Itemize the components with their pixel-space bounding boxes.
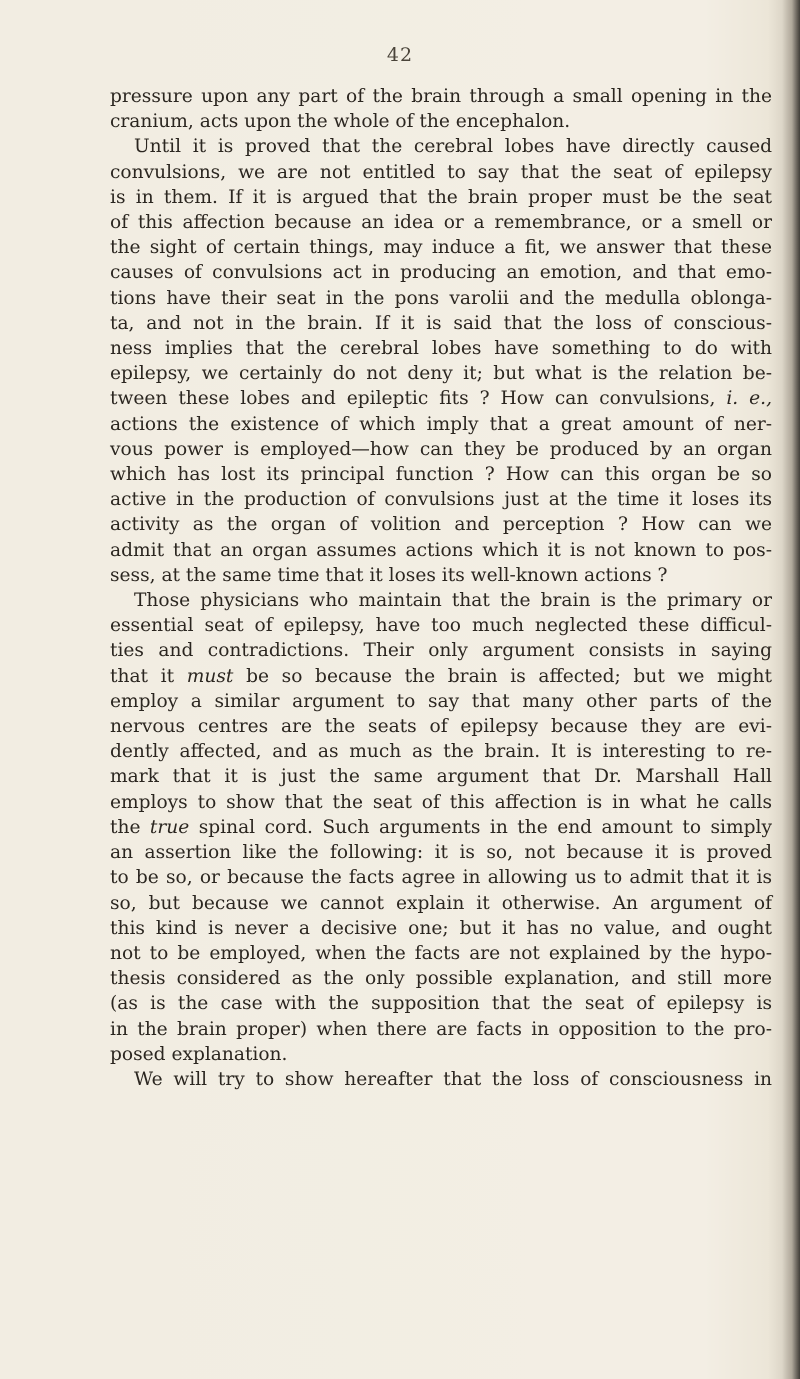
text-line (110, 865, 772, 890)
text-line-content: cranium, acts upon the whole of the encephalon. (110, 111, 571, 133)
text-line-content: not to be employed, when the facts are not explained by the hypo- (110, 942, 772, 964)
text-line-content: the sight of certain things, may induce a fit, we answer that these (110, 237, 772, 259)
text-line-content: active in the production of convulsions just at the time it loses its (110, 489, 772, 511)
text-line (110, 714, 772, 739)
page-number: 42 (386, 44, 414, 66)
text-line (110, 412, 772, 437)
page-edge-shadow (782, 0, 800, 1379)
text-line-content: that it (110, 665, 175, 687)
italic-text: true (149, 816, 190, 838)
text-line (110, 84, 772, 109)
text-line-content: essential seat of epilepsy, have too much neglected these difficul- (110, 615, 772, 637)
text-line-content: employ a similar argument to say that many other parts of the (110, 690, 772, 712)
text-line (110, 739, 772, 764)
text-line (110, 260, 772, 285)
italic-text: must (186, 665, 234, 687)
italic-text: i. e., (726, 388, 772, 410)
text-line (110, 336, 772, 361)
text-line-content: to be so, or because the facts agree in allowing us to admit that it is (110, 867, 772, 889)
text-line (110, 764, 772, 789)
text-line (110, 386, 772, 411)
text-line-content: in the brain proper) when there are facts in opposition to the pro- (110, 1018, 772, 1040)
text-line (110, 134, 772, 159)
text-line (110, 235, 772, 260)
text-line-content: actions the existence of which imply that a great amount of ner- (110, 413, 772, 435)
text-line-content: which has lost its principal function ? How can this organ be so (110, 464, 772, 486)
text-line-content: ta, and not in the brain. If it is said that the loss of conscious- (110, 312, 772, 334)
body-text (110, 84, 772, 1092)
text-line-content: activity as the organ of volition and perception ? How can we (110, 514, 772, 536)
text-line-content: admit that an organ assumes actions which it is not known to pos- (110, 539, 772, 561)
text-line (110, 512, 772, 537)
text-line-content: causes of convulsions act in producing an emotion, and that emo- (110, 262, 772, 284)
text-line (110, 840, 772, 865)
text-line (110, 689, 772, 714)
text-line-content: (as is the case with the supposition that the seat of epilepsy is (110, 993, 772, 1015)
text-line (110, 588, 772, 613)
text-line (110, 160, 772, 185)
text-line-content: employs to show that the seat of this affection is in what he calls (110, 791, 772, 813)
text-line-content: Those physicians who maintain that the brain is the primary or (134, 590, 772, 612)
text-line (110, 966, 772, 991)
text-line (110, 185, 772, 210)
text-line-content: convulsions, we are not entitled to say that the seat of epilepsy (110, 161, 772, 183)
text-line (110, 286, 772, 311)
text-line (110, 991, 772, 1016)
text-line (110, 1042, 772, 1067)
text-line (110, 563, 772, 588)
text-line-content: ties and contradictions. Their only argument consists in saying (110, 640, 772, 662)
text-line-content: spinal cord. Such arguments in the end amount to simply (198, 816, 772, 838)
text-line (110, 311, 772, 336)
text-line (110, 487, 772, 512)
text-line-content: dently affected, and as much as the brain. It is interesting to re- (110, 741, 772, 763)
text-line (110, 462, 772, 487)
text-line (110, 941, 772, 966)
text-line-content: so, but because we cannot explain it otherwise. An argument of (110, 892, 772, 914)
text-line (110, 613, 772, 638)
text-line-content: pressure upon any part of the brain through a small opening in the (110, 86, 772, 107)
text-line-content: of this affection because an idea or a remembrance, or a smell or (110, 212, 772, 234)
text-line (110, 638, 772, 663)
text-line-content: the (110, 816, 141, 838)
text-line-content: an assertion like the following: it is so, not because it is proved (110, 842, 772, 864)
text-line-content: is in them. If it is argued that the brain proper must be the seat (110, 186, 772, 208)
text-line (110, 1017, 772, 1042)
text-line-content: thesis considered as the only possible explanation, and still more (110, 968, 772, 990)
text-line-content: ness implies that the cerebral lobes have something to do with (110, 338, 772, 360)
text-line-content: sess, at the same time that it loses its well-known actions ? (110, 564, 668, 586)
text-line (110, 210, 772, 235)
text-line (110, 437, 772, 462)
text-line (110, 538, 772, 563)
text-line (110, 916, 772, 941)
text-line-content: Until it is proved that the cerebral lobes have directly caused (134, 136, 772, 158)
text-line (110, 790, 772, 815)
text-line (110, 815, 772, 840)
text-line-content: epilepsy, we certainly do not deny it; but what is the relation be- (110, 363, 772, 385)
text-line-content: tions have their seat in the pons varolii and the medulla oblonga- (110, 287, 772, 309)
text-line (110, 891, 772, 916)
text-line (110, 1067, 772, 1092)
text-line-content: nervous centres are the seats of epilepsy because they are evi- (110, 716, 772, 738)
text-line-content: this kind is never a decisive one; but it has no value, and ought (110, 917, 772, 939)
text-line-content: mark that it is just the same argument that Dr. Marshall Hall (110, 766, 772, 788)
text-line (110, 361, 772, 386)
text-line (110, 664, 772, 689)
text-line-content: vous power is employed—how can they be produced by an organ (110, 438, 772, 460)
text-line-content: posed explanation. (110, 1043, 288, 1065)
text-line-content: be so because the brain is affected; but we might (246, 665, 772, 687)
text-line (110, 109, 772, 134)
text-line-content: tween these lobes and epileptic fits ? How can convulsions, (110, 388, 716, 410)
text-line-content: We will try to show hereafter that the loss of consciousness in (134, 1068, 772, 1090)
